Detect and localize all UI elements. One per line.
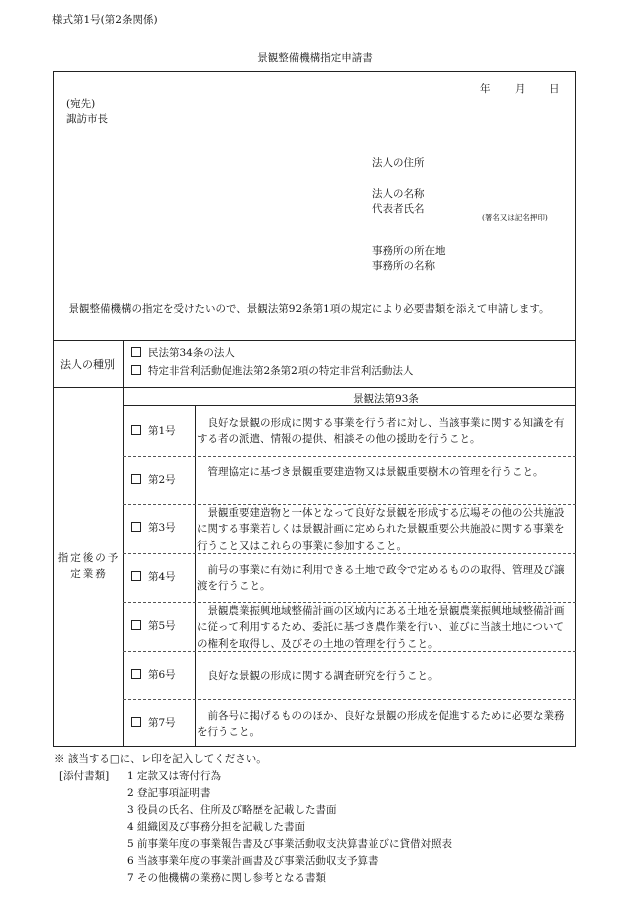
attachment-item: 2 登記事項証明書: [127, 787, 211, 799]
attachment-item: 5 前事業年度の事業報告書及び事業活動収支決算書並びに貸借対照表: [127, 838, 453, 850]
business-item-number: [131, 521, 176, 536]
checkbox[interactable]: [131, 347, 141, 357]
business-item-number: [131, 716, 176, 731]
column-divider: [123, 340, 124, 747]
attachment-item: 7 その他機構の業務に関し参考となる書類: [127, 872, 327, 884]
divider-line: [53, 387, 576, 388]
checkbox[interactable]: [131, 669, 141, 679]
corp-type-option: [131, 346, 235, 361]
checkbox[interactable]: [131, 474, 141, 484]
business-item-number: [131, 619, 176, 634]
business-item-description: 景観農業振興地域整備計画の区域内にある土地を景観農業振興地域整備計画に従って利用するため、委託に基づき農作業を行い、並びに当該土地についての権利を取得し、及びその土地の管理を行うこと。: [197, 605, 565, 650]
date-year-label: 年: [480, 83, 491, 95]
checkbox[interactable]: [131, 620, 141, 630]
business-item-description: 管理協定に基づき景観重要建造物又は景観重要樹木の管理を行うこと。: [207, 466, 544, 478]
planned-business-label: 指定後の予定業務: [57, 552, 121, 581]
checkbox[interactable]: [131, 522, 141, 532]
business-item-number: [131, 570, 176, 585]
business-item-number-label: 第4号: [148, 571, 176, 583]
addressee-name: 諏訪市長: [66, 113, 108, 125]
corp-type-option: [131, 364, 413, 379]
attachment-item: 3 役員の氏名、住所及び略歴を記載した書面: [127, 804, 337, 816]
business-item-description: 景観重要建造物と一体となって良好な景観を形成する広場その他の公共施設に関する事業若しくは景観計画に定められた景観重要公共施設に関する事業を行うこと又はこれらの事業に参加すること。: [197, 507, 565, 552]
attachment-item: 1 定款又は寄付行為: [127, 770, 222, 782]
date-day-label: 日: [549, 83, 560, 95]
attachment-item: 6 当該事業年度の事業計画書及び事業活動収支予算書: [127, 855, 379, 867]
corp-name-label: 法人の名称: [372, 188, 425, 200]
business-item-number: [131, 424, 176, 439]
business-item-description: 前各号に掲げるもののほか、良好な景観の形成を促進するために必要な業務を行うこと。: [197, 710, 565, 739]
representative-label: 代表者氏名: [372, 203, 425, 215]
office-name-label: 事務所の名称: [372, 260, 435, 272]
form-number: 様式第1号(第2条関係): [52, 14, 158, 26]
corp-type-option-label: 特定非営利活動促進法第2条第2項の特定非営利活動法人: [148, 365, 414, 377]
business-item-number-label: 第6号: [148, 669, 176, 681]
business-item-number-label: 第1号: [148, 425, 176, 437]
business-item-number-label: 第2号: [148, 474, 176, 486]
request-statement: 景観整備機構の指定を受けたいので、景観法第92条第1項の規定により必要書類を添えて申請します。: [68, 303, 550, 315]
checkbox[interactable]: [131, 365, 141, 375]
business-item-description: 良好な景観の形成に関する事業を行う者に対し、当該事業に関する知識を有する者の派遣、情報の提供、相談その他の援助を行うこと。: [197, 417, 565, 446]
business-item-description: 良好な景観の形成に関する調査研究を行うこと。: [207, 670, 439, 682]
corp-address-label: 法人の住所: [372, 157, 425, 169]
business-item-number-label: 第5号: [148, 620, 176, 632]
divider-line: [53, 340, 576, 341]
seal-note: (署名又は記名押印): [482, 213, 548, 222]
addressee-label: (宛先): [66, 98, 96, 110]
attachment-item: 4 組織図及び事務分担を記載した書面: [127, 821, 306, 833]
attachments-label: [添付書類]: [59, 770, 110, 782]
business-item-number: [131, 668, 176, 683]
business-item-number: [131, 473, 176, 488]
form-title: 景観整備機構指定申請書: [257, 52, 373, 64]
checkbox[interactable]: [131, 717, 141, 727]
corp-type-label: 法人の種別: [60, 358, 115, 371]
checkbox[interactable]: [131, 571, 141, 581]
office-address-label: 事務所の所在地: [372, 245, 446, 257]
business-item-number-label: 第7号: [148, 717, 176, 729]
business-item-description: 前号の事業に有効に利用できる土地で政令で定めるものの取得、管理及び譲渡を行うこと。: [197, 564, 565, 593]
checkbox[interactable]: [131, 425, 141, 435]
corp-type-option-label: 民法第34条の法人: [148, 347, 235, 359]
checkbox-note: ※ 該当する□に、レ印を記入してください。: [54, 753, 267, 765]
date-month-label: 月: [515, 83, 526, 95]
item-separator: [123, 456, 576, 457]
item-separator: [123, 699, 576, 700]
business-item-number-label: 第3号: [148, 522, 176, 534]
article-header: 景観法第93条: [353, 393, 419, 405]
